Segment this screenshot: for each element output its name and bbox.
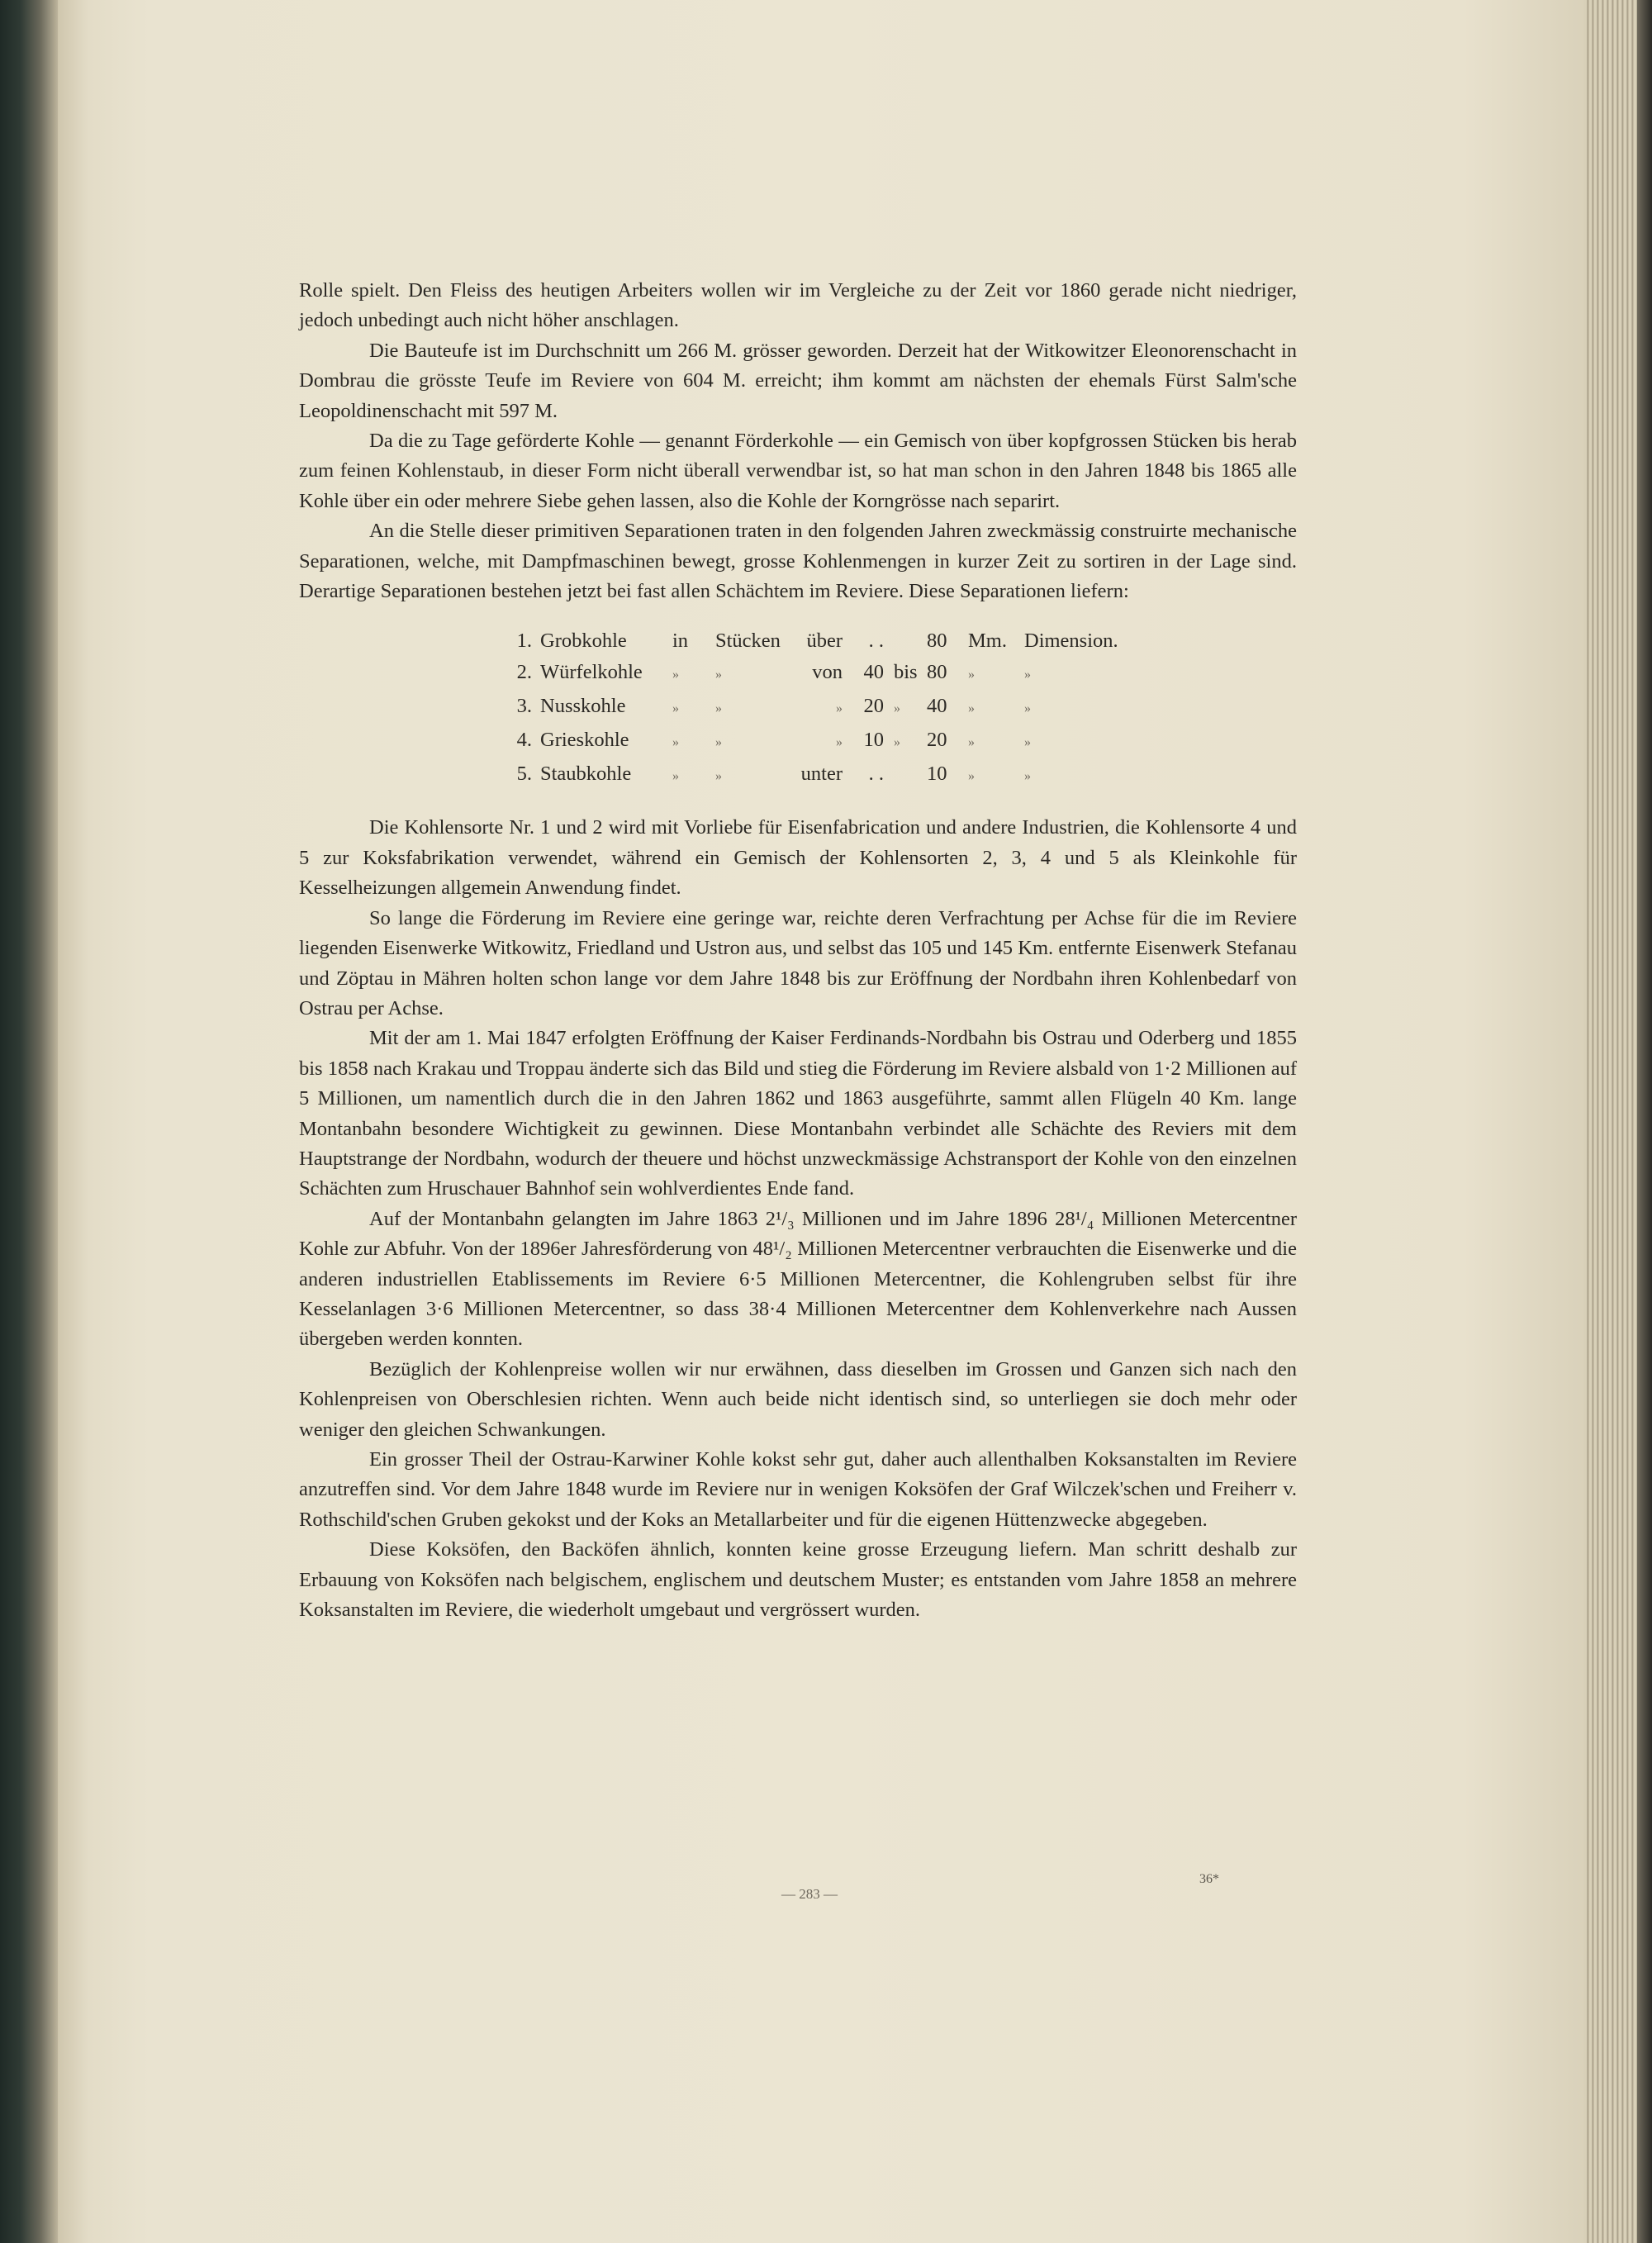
pieces-word: Stücken <box>715 630 781 653</box>
ditto-mark: » <box>968 668 975 682</box>
ditto-mark: » <box>715 769 722 784</box>
ditto-mark: » <box>715 735 722 750</box>
ditto-mark: » <box>968 701 975 716</box>
row-number: 2. <box>516 661 532 684</box>
page-edges <box>1584 0 1652 2243</box>
size-upper: 80 <box>927 661 947 684</box>
size-lower: 20 <box>863 695 884 718</box>
ditto-mark: » <box>715 668 722 682</box>
size-relation: von <box>812 661 843 684</box>
size-conjunction <box>894 625 927 657</box>
paragraph: Die Bauteufe ist im Durchschnitt um 266 M. grösser geworden. Derzeit hat der Witkowitzer Eleonorenschacht in Dombrau die grösste Teufe im Reviere von 604 M. erreicht; ihm kommt am nächsten der ehemals Fürst Salm'sche Leopoldinenschacht mit 597 M. <box>299 339 1297 422</box>
ditto-mark: » <box>672 769 679 784</box>
size-lower: 40 <box>863 661 884 684</box>
size-upper: 10 <box>927 763 947 786</box>
row-number: 1. <box>516 630 532 653</box>
paragraph: So lange die Förderung im Reviere eine geringe war, reichte deren Verfrachtung per Achse für die im Reviere liegenden Eisenwerke Witkowitz, Friedland und Ustron aus, und selbst das 105 und 145 Km. entfernte Eisenwerk Stefanau und Zöptau in Mähren holten schon lange vor dem Jahre 1848 bis zur Eröffnung der Nordbahn ihren Kohlenbedarf von Ostrau per Achse. <box>299 906 1297 1019</box>
ditto-mark: » <box>968 735 975 750</box>
size-lower: . . <box>868 630 884 653</box>
paragraph: An die Stelle dieser primitiven Separationen traten in den folgenden Jahren zweckmässig construirte mechanische Separationen, welche, mit Dampfmaschinen bewegt, grosse Kohlenmengen in kurzer Zeit zu sortiren in der Lage sind. Derartige Separationen bestehen jetzt bei fast allen Schächtem im Reviere. Diese Separationen liefern: <box>299 520 1297 603</box>
size-upper: 20 <box>927 729 947 752</box>
size-lower: 10 <box>863 729 884 752</box>
paragraph: Mit der am 1. Mai 1847 erfolgten Eröffnung der Kaiser Ferdinands-Nordbahn bis Ostrau und Oderberg und 1855 bis 1858 nach Krakau und Troppau änderte sich das Bild und stieg die Förderung im Reviere alsbald von 1·2 Millionen auf 5 Millionen, um namentlich durch die in den Jahren 1862 und 1863 ausgeführte, sammt allen Flügeln 40 Km. lange Montanbahn besondere Wichtigkeit zu gewinnen. Diese Montanbahn verbindet alle Schächte des Reviers mit dem Hauptstrange der Nordbahn, wodurch der theuere und höchst unzweckmässige Achstransport der Kohle von den einzelnen Schächten zum Hruschauer Bahnhof sein wohlverdientes Ende fand. <box>299 1027 1297 1200</box>
ditto-mark: » <box>968 769 975 784</box>
paragraph: Diese Koksöfen, den Backöfen ähnlich, konnten keine grosse Erzeugung liefern. Man schritt deshalb zur Erbauung von Koksöfen nach belgischem, englischem und deutschem Muster; es entstanden vom Jahre 1858 an mehrere Koksanstalten im Reviere, die wiederholt umgebaut und vergrössert wurden. <box>299 1538 1297 1622</box>
table-row <box>507 725 1118 758</box>
paragraph: Rolle spielt. Den Fleiss des heutigen Arbeiters wollen wir im Vergleiche zu der Zeit vor 1860 gerade nicht niedriger, jedoch unbedingt auch nicht höher anschlagen. <box>299 279 1297 332</box>
printer-signature-mark: 36* <box>1199 1872 1219 1886</box>
paragraph: Auf der Montanbahn gelangten im Jahre 1863 2¹/₃ Millionen und im Jahre 1896 28¹/₄ Millionen Metercentner Kohle zur Abfuhr. Von der 1896er Jahresförderung von 48¹/₂ Millionen Metercentner verbrauchten die Eisenwerke und die anderen industriellen Etablissements im Reviere 6·5 Millionen Metercentner, die Kohlengruben selbst für ihre Kesselanlagen 3·6 Millionen Metercentner, so dass 38·4 Millionen Metercentner dem Kohlenverkehre nach Aussen übergeben werden konnten. <box>299 1207 1297 1351</box>
paragraph: Ein grosser Theil der Ostrau-Karwiner Kohle kokst sehr gut, daher auch allenthalben Koksanstalten im Reviere anzutreffen sind. Vor dem Jahre 1848 wurde im Reviere nur in wenigen Koksöfen der Graf Wilczek'schen und Freiherr v. Rothschild'schen Gruben gekokst und der Koks an Metallarbeiter und für die eigenen Hüttenzwecke abgegeben. <box>299 1448 1297 1531</box>
size-conjunction <box>894 758 927 792</box>
row-number: 4. <box>516 729 532 752</box>
size-upper: 40 <box>927 695 947 718</box>
ditto-mark: » <box>672 701 679 716</box>
ditto-mark: » <box>1024 769 1031 784</box>
coal-grade-name: Grobkohle <box>540 630 627 653</box>
size-relation: über <box>806 630 843 653</box>
ditto-mark: » <box>672 668 679 682</box>
row-number: 5. <box>516 763 532 786</box>
table-row <box>507 758 1118 792</box>
table-row <box>507 691 1118 725</box>
ditto-mark: » <box>715 701 722 716</box>
ditto-mark: » <box>894 701 900 716</box>
ditto-mark: » <box>672 735 679 750</box>
coal-grade-name: Nusskohle <box>540 695 626 718</box>
paragraph: Die Kohlensorte Nr. 1 und 2 wird mit Vorliebe für Eisenfabrication und andere Industrien, die Kohlensorte 4 und 5 zur Koksfabrikation verwendet, während ein Gemisch der Kohlensorten 2, 3, 4 und 5 als Kleinkohle für Kesselheizungen allgemein Anwendung findet. <box>299 816 1297 900</box>
coal-grade-name: Würfelkohle <box>540 661 643 684</box>
dimension-word: Dimension. <box>1024 630 1118 653</box>
ditto-mark: » <box>1024 668 1031 682</box>
paragraph: Bezüglich der Kohlenpreise wollen wir nur erwähnen, dass dieselben im Grossen und Ganzen sich nach den Kohlenpreisen von Oberschlesien richten. Wenn auch beide nicht identisch sind, so unterliegen sie doch mehr oder weniger den gleichen Schwankungen. <box>299 1357 1297 1441</box>
page-number-text: — 283 — <box>781 1886 838 1902</box>
table-row <box>507 625 1118 657</box>
ditto-mark: » <box>1024 701 1031 716</box>
book-binding <box>0 0 58 2243</box>
coal-grade-name: Staubkohle <box>540 763 632 786</box>
size-lower: . . <box>868 763 884 786</box>
coal-grade-table <box>507 625 1118 792</box>
ditto-mark: » <box>1024 735 1031 750</box>
paragraph: Da die zu Tage geförderte Kohle — genannt Förderkohle — ein Gemisch von über kopfgrossen Stücken bis herab zum feinen Kohlenstaub, in dieser Form nicht überall verwendbar ist, so hat man schon in den Jahren 1848 bis 1865 alle Kohle über ein oder mehrere Siebe gehen lassen, also die Kohle der Korngrösse nach separirt. <box>299 430 1297 512</box>
ditto-mark: » <box>836 735 843 750</box>
coal-grade-name: Grieskohle <box>540 729 629 752</box>
size-relation: unter <box>800 763 843 786</box>
ditto-mark: » <box>894 735 900 750</box>
page-number <box>0 1886 1652 1903</box>
ditto-mark: » <box>836 701 843 716</box>
size-upper: 80 <box>927 630 947 653</box>
table-row <box>507 657 1118 691</box>
row-number: 3. <box>516 695 532 718</box>
size-conjunction: bis <box>894 661 918 684</box>
body-text <box>299 276 1297 1625</box>
preposition: in <box>672 630 689 653</box>
size-unit: Mm. <box>968 630 1007 653</box>
